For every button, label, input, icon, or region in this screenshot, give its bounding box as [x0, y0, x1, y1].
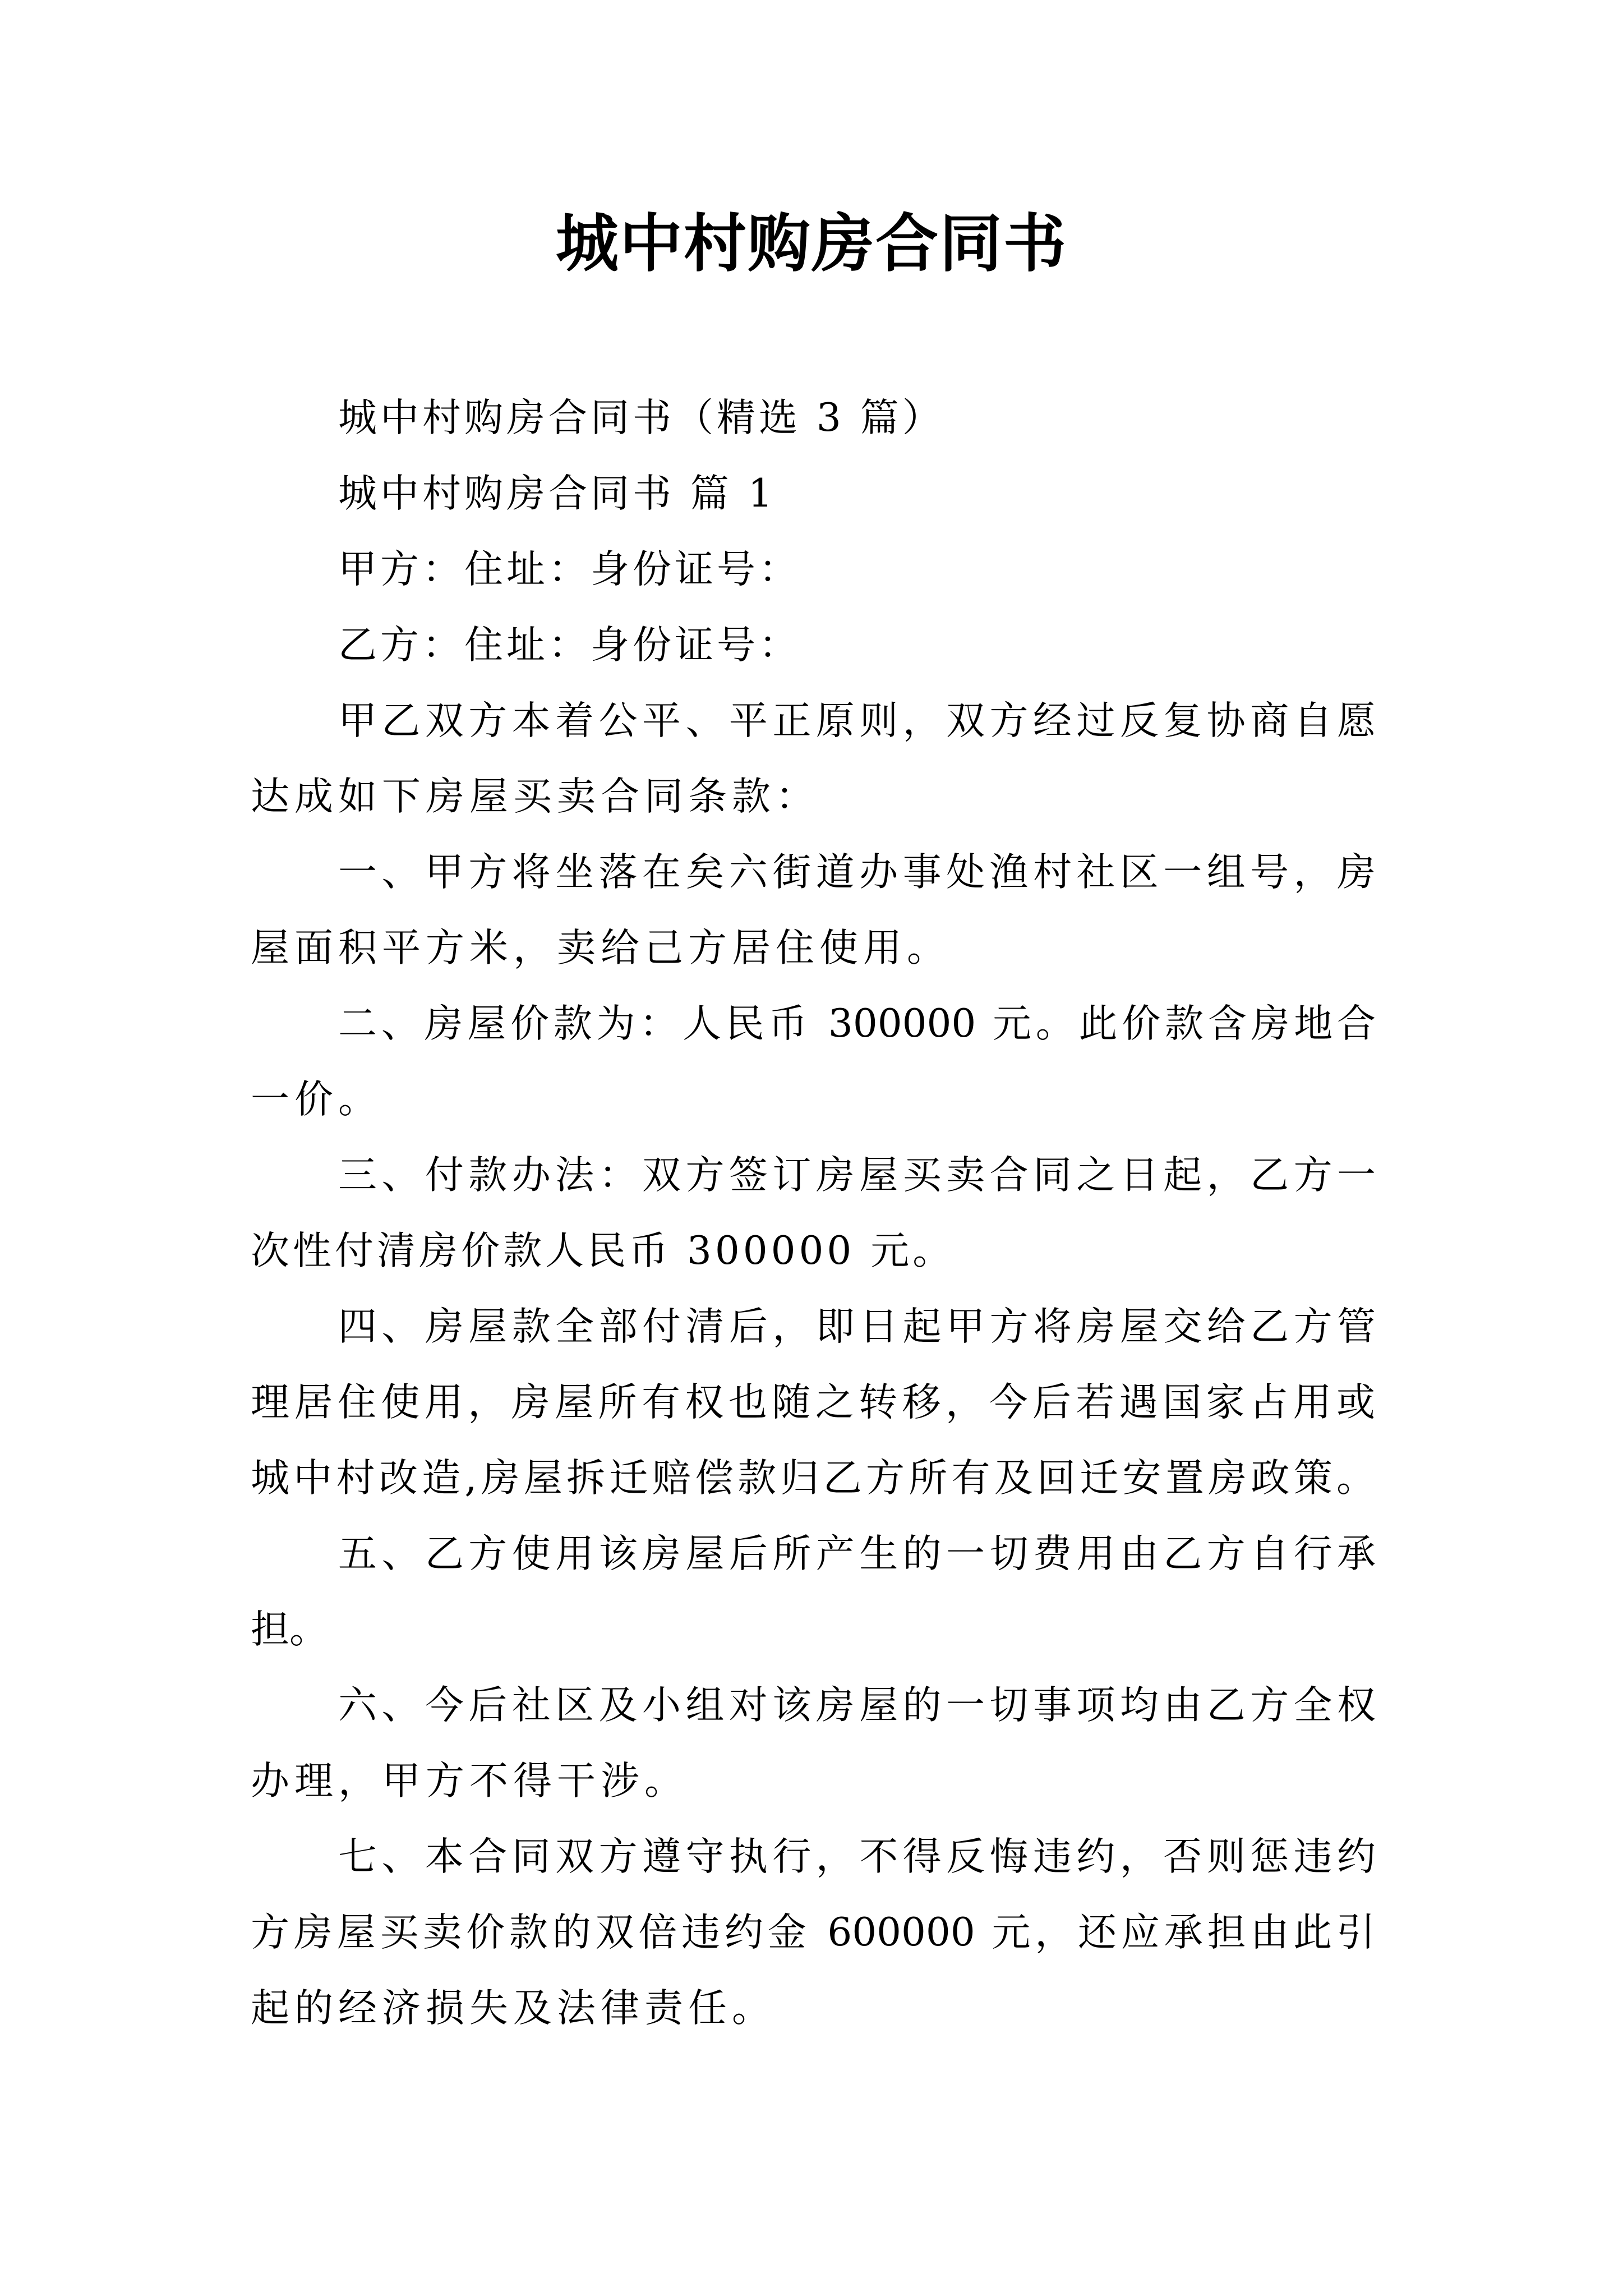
clause-3-line: 三、付款办法：双方签订房屋买卖合同之日起，乙方一 [338, 1153, 1376, 1198]
clause-3-line: 次性付清房价款人民币 300000 元。 [251, 1228, 955, 1273]
clause-5-line: 五、乙方使用该房屋后所产生的一切费用由乙方自行承 [338, 1531, 1376, 1576]
clause-5-line: 担。 [251, 1607, 328, 1652]
clause-7-line: 起的经济损失及法律责任。 [251, 1986, 776, 2031]
subtitle-line: 城中村购房合同书（精选 3 篇） [338, 395, 944, 440]
clause-7-line: 七、本合同双方遵守执行，不得反悔违约，否则惩违约 [338, 1834, 1376, 1879]
clause-6-line: 办理，甲方不得干涉。 [251, 1759, 688, 1803]
paragraph-line: 甲乙双方本着公平、平正原则，双方经过反复协商自愿 [338, 698, 1376, 743]
clause-2-line: 一价。 [251, 1077, 382, 1122]
clause-6-line: 六、今后社区及小组对该房屋的一切事项均由乙方全权 [338, 1683, 1376, 1728]
section-heading: 城中村购房合同书 篇 1 [338, 471, 776, 516]
paragraph-line: 达成如下房屋买卖合同条款： [251, 774, 819, 819]
clause-2-line: 二、房屋价款为：人民币 300000 元。此价款含房地合 [338, 1001, 1376, 1046]
party-a-line: 甲方：住址：身份证号： [338, 547, 801, 592]
party-b-line: 乙方：住址：身份证号： [338, 623, 801, 668]
clause-4-line: 理居住使用，房屋所有权也随之转移，今后若遇国家占用或 [251, 1380, 1375, 1425]
clause-7-line: 方房屋买卖价款的双倍违约金 600000 元，还应承担由此引 [251, 1910, 1375, 1955]
clause-1-line: 一、甲方将坐落在矣六街道办事处渔村社区一组号，房 [338, 850, 1376, 895]
clause-4-line: 城中村改造,房屋拆迁赔偿款归乙方所有及回迁安置房政策。 [251, 1456, 1375, 1501]
clause-4-line: 四、房屋款全部付清后，即日起甲方将房屋交给乙方管 [338, 1304, 1376, 1349]
clause-1-line: 屋面积平方米，卖给己方居住使用。 [251, 926, 951, 970]
document-title: 城中村购房合同书 [556, 207, 1067, 280]
